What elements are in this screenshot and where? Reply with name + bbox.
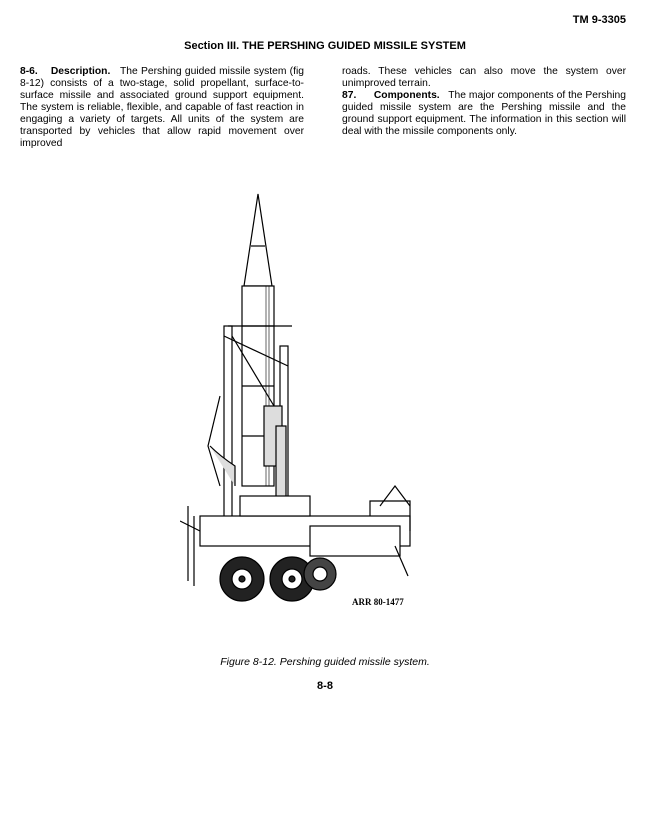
erector-frame <box>224 326 232 536</box>
paragraph-description <box>20 66 304 150</box>
left-column <box>20 66 304 150</box>
right-column <box>342 66 626 138</box>
section-title: Section III. THE PERSHING GUIDED MISSILE SYSTEM <box>184 40 466 52</box>
document-id: TM 9-3305 <box>572 14 626 26</box>
paragraph-heading: Description. <box>50 66 111 77</box>
paragraph-number: 8-6. <box>20 66 38 77</box>
paragraph-continued: roads. These vehicles can also move the system over unimproved terrain. <box>342 66 626 89</box>
paragraph-components <box>342 90 626 138</box>
paragraph-heading: Components. <box>373 90 440 101</box>
missile-nose <box>244 194 272 286</box>
paragraph-text: The major components of the Pershing guided missile system are the Pershing missile and the ground support equipment. The information in this section will deal with the missile components only. <box>342 90 627 137</box>
missile-launcher-illustration <box>180 186 430 616</box>
figure-caption: Figure 8-12. Pershing guided missile system. <box>220 656 430 668</box>
figure-image-id: ARR 80-1477 <box>352 597 404 607</box>
paragraph-number: 87. <box>342 90 357 101</box>
page-number: 8-8 <box>317 680 333 692</box>
paragraph-text: The Pershing guided missile system (fig 8-12) consists of a two-stage, solid propellant, surface-to-surface missile and associated ground support equipment. The system is reliable, flexible, and capable of fast reaction in engaging a variety of targets. All units of the system are transported by vehicles that allow rapid movement over improved <box>20 66 304 149</box>
